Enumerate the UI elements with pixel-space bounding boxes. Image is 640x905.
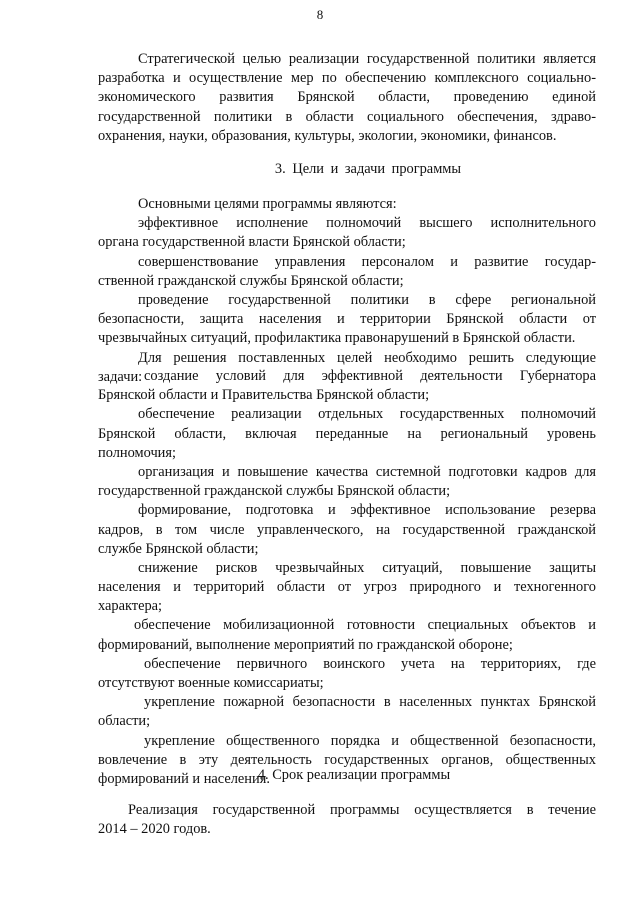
intro-line: охранения, науки, образования, культуры, экологии, экономики, финансов. xyxy=(98,127,557,144)
intro-line: Стратегической целью реализации государственной политики является xyxy=(138,51,596,67)
term-line: 2014 – 2020 годов. xyxy=(98,821,211,838)
tasks-intro-line: задачи: xyxy=(98,368,143,385)
task-item-line: организация и повышение качества системной подготовки кадров для xyxy=(138,463,596,480)
intro-line: экономического развития Брянской области, проведению единой xyxy=(98,89,596,106)
task-item-line: создание условий для эффективной деятельности Губернатора xyxy=(144,368,596,384)
goals-list xyxy=(98,195,596,387)
task-item-line: области; xyxy=(98,713,151,730)
term-line: Реализация государственной программы осуществляется в течение xyxy=(128,802,596,818)
task-item-line: отсутствуют военные комиссариаты; xyxy=(98,675,324,691)
tasks-list xyxy=(98,367,596,789)
goals-intro: Основными целями программы являются: xyxy=(138,196,397,212)
goal-item-line: проведение государственной политики в сфере региональной xyxy=(138,291,596,308)
task-item-line: формирований и населения. xyxy=(98,770,270,787)
task-item-line: полномочия; xyxy=(98,444,176,461)
goal-item-line: органа государственной власти Брянской области; xyxy=(98,234,406,251)
task-item-line: службе Брянской области; xyxy=(98,540,259,557)
goal-item-line: безопасности, защита населения и территории Брянской области от xyxy=(98,311,596,328)
task-item-line: кадров, в том числе управленческого, на государственной гражданской xyxy=(98,521,596,538)
task-item-line: обеспечение реализации отдельных государственных полномочий xyxy=(138,406,596,423)
task-item-line: Брянской области и Правительства Брянской области; xyxy=(98,387,430,404)
task-item-line: снижение рисков чрезвычайных ситуаций, повышение защиты xyxy=(138,559,596,576)
section-3-heading: 3. Цели и задачи программы xyxy=(274,161,462,177)
intro-paragraph xyxy=(98,50,596,146)
task-item-line: государственной гражданской службы Брянской области; xyxy=(98,483,451,500)
task-item-line: формирований, выполнение мероприятий по гражданской обороне; xyxy=(98,636,513,653)
goal-item-line: эффективное исполнение полномочий высшего исполнительного xyxy=(138,215,596,232)
intro-line: государственной политики в области социального обеспечения, здраво- xyxy=(98,108,596,125)
page-number: 8 xyxy=(316,7,324,22)
task-item-line: укрепление общественного порядка и общественной безопасности, xyxy=(144,732,596,749)
task-item-line: укрепление пожарной безопасности в населенных пунктах Брянской xyxy=(144,694,596,711)
goal-item-line: ственной гражданской службы Брянской области; xyxy=(98,272,404,289)
task-item-line: обеспечение первичного воинского учета на территориях, где xyxy=(144,655,596,672)
task-item-line: характера; xyxy=(98,598,163,615)
intro-line: разработка и осуществление мер по обеспечению комплексного социально- xyxy=(98,70,596,87)
tasks-intro-line: Для решения поставленных целей необходимо решить следующие xyxy=(138,349,596,366)
task-item-line: населения и территорий области от угроз природного и техногенного xyxy=(98,579,596,596)
section-4-paragraph xyxy=(98,801,596,839)
goal-item-line: совершенствование управления персоналом и развитие государ- xyxy=(138,253,596,270)
task-item-line: Брянской области, включая переданные на региональный уровень xyxy=(98,425,596,442)
section-4-heading: 4. Срок реализации программы xyxy=(257,767,451,783)
task-item-line: вовлечение в эту деятельность государственных органов, общественных xyxy=(98,751,596,768)
goal-item-line: чрезвычайных ситуаций, профилактика правонарушений в Брянской области. xyxy=(98,330,576,347)
task-item-line: формирование, подготовка и эффективное использование резерва xyxy=(138,502,596,519)
task-item-line: обеспечение мобилизационной готовности специальных объектов и xyxy=(134,617,596,634)
